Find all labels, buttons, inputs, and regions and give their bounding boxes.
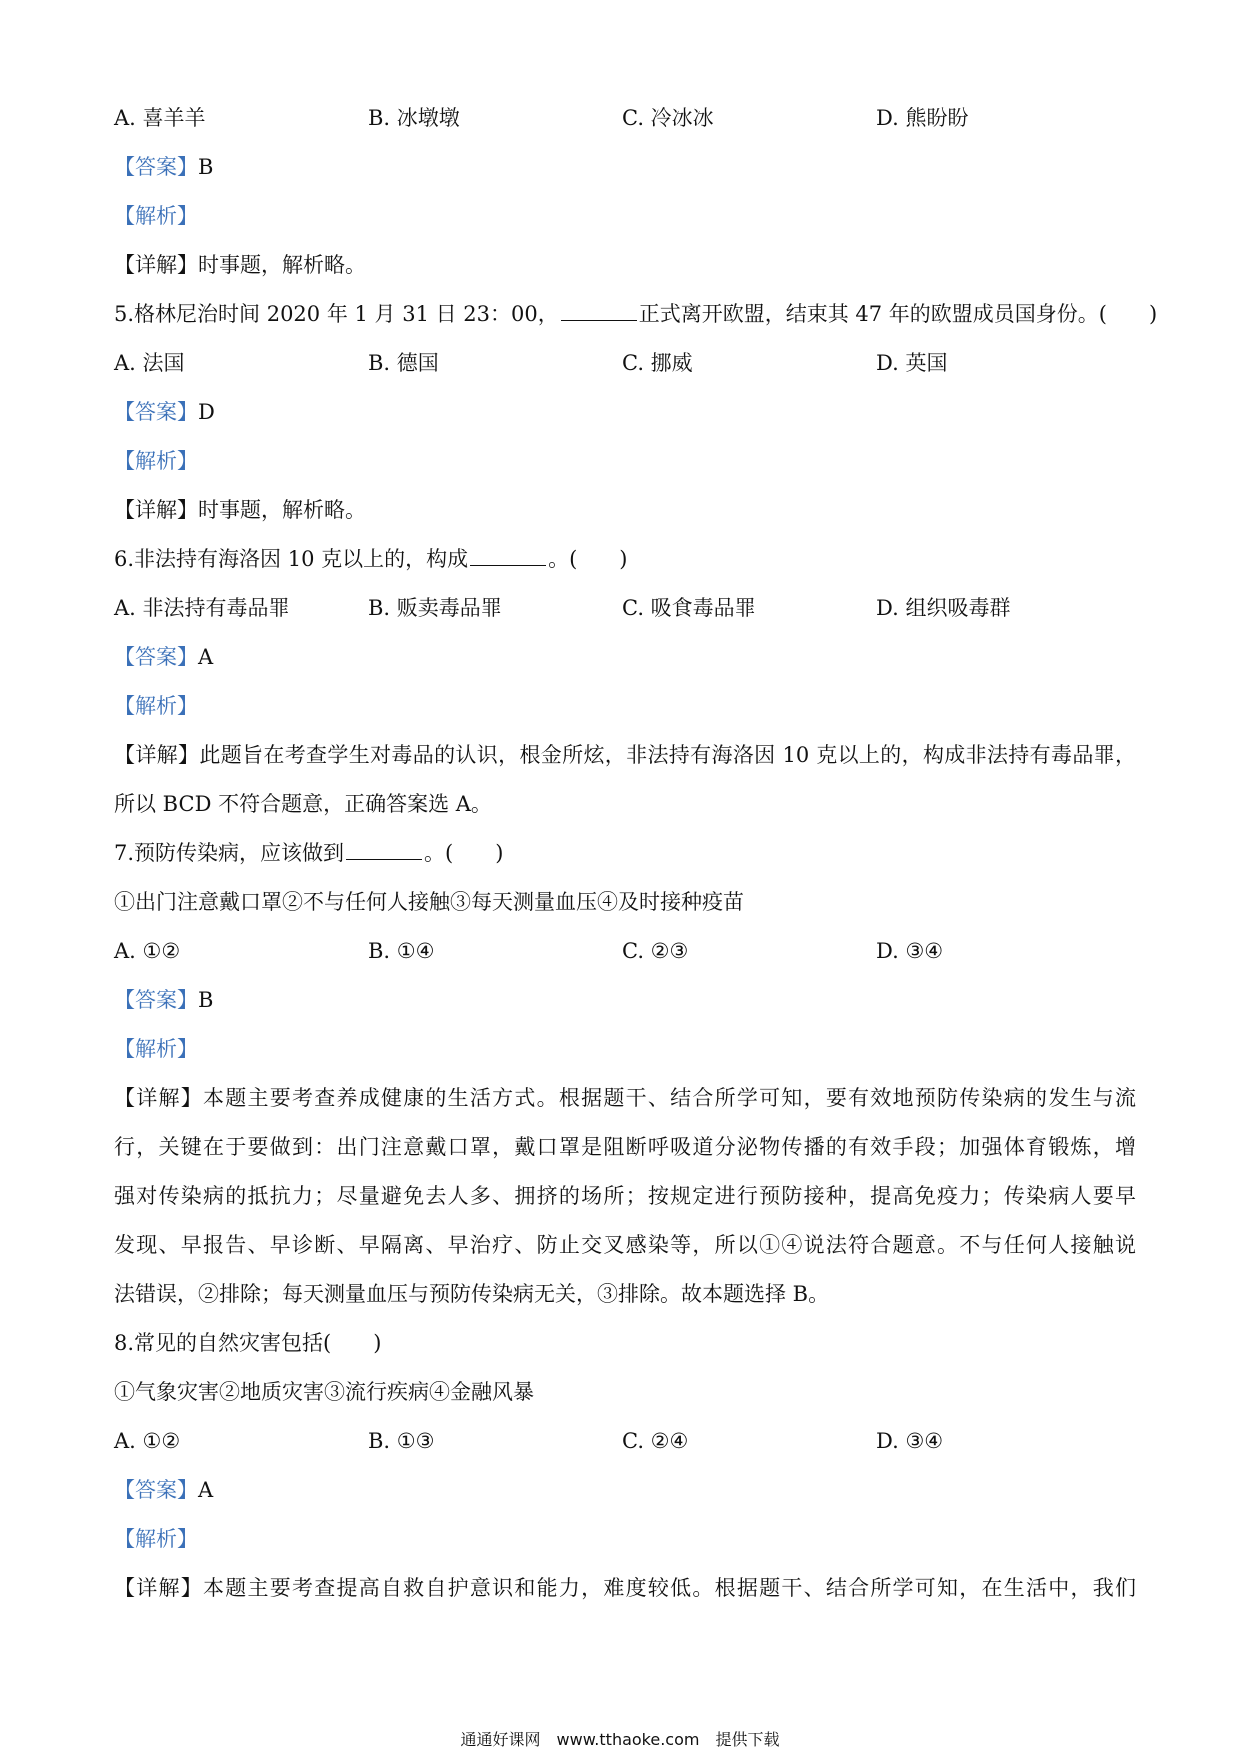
q7-detail-line xyxy=(114,1084,1136,1112)
q8-detail-line xyxy=(114,1574,1136,1602)
q5-detail xyxy=(114,496,1136,524)
detail-tag: 【详解】 xyxy=(114,498,198,522)
detail-tag: 【详解】 xyxy=(114,743,200,767)
detail-tag: 【详解】 xyxy=(114,1086,203,1110)
q7-detail-line: 发现、早报告、早诊断、早隔离、早治疗、防止交叉感染等，所以①④说法符合题意。不与任何人接触说 xyxy=(114,1233,1136,1257)
q7-stem xyxy=(114,839,1136,867)
q8-option-b: B. ①③ xyxy=(368,1429,435,1453)
q6-answer xyxy=(114,643,1136,671)
q8-option-a: A. ①② xyxy=(114,1429,181,1453)
q5-stem xyxy=(114,300,1158,328)
detail-tag: 【详解】 xyxy=(114,253,198,277)
q8-option-c: C. ②④ xyxy=(622,1429,689,1453)
q4-answer xyxy=(114,153,1136,181)
answer-blank xyxy=(470,547,546,566)
q7-answer xyxy=(114,986,1136,1014)
q6-stem xyxy=(114,545,1136,573)
q7-detail-line: 法错误，②排除；每天测量血压与预防传染病无关，③排除。故本题选择 B。 xyxy=(114,1282,830,1306)
detail-text: 本题主要考查提高自救自护意识和能力，难度较低。根据题干、结合所学可知，在生活中，我们 xyxy=(202,1576,1137,1600)
answer-blank xyxy=(346,841,422,860)
q4-option-a: A. 喜羊羊 xyxy=(114,106,206,130)
page-footer: 通通好课网 www.tthaoke.com 提供下载 xyxy=(460,1730,780,1749)
q7-option-d: D. ③④ xyxy=(876,939,944,963)
q7-option-a: A. ①② xyxy=(114,939,181,963)
analysis-tag: 【解析】 xyxy=(114,204,198,228)
answer-value: D xyxy=(198,400,215,424)
detail-tag: 【详解】 xyxy=(114,1576,203,1600)
stem-text: 6.非法持有海洛因 10 克以上的，构成 xyxy=(114,547,469,571)
q6-analysis xyxy=(114,692,1136,720)
q5-option-b: B. 德国 xyxy=(368,351,439,375)
q7-analysis xyxy=(114,1035,1136,1063)
q7-detail-line: 强对传染病的抵抗力；尽量避免去人多、拥挤的场所；按规定进行预防接种，提高免疫力；传染病人要早 xyxy=(114,1184,1136,1208)
stem-text: 。( ) xyxy=(424,841,504,865)
q5-answer xyxy=(114,398,1136,426)
analysis-tag: 【解析】 xyxy=(114,1037,198,1061)
q7-items: ①出门注意戴口罩②不与任何人接触③每天测量血压④及时接种疫苗 xyxy=(114,890,744,914)
q5-analysis xyxy=(114,447,1136,475)
answer-value: A xyxy=(198,645,214,669)
q6-option-d: D. 组织吸毒群 xyxy=(876,596,1011,620)
stem-text: 正式离开欧盟，结束其 47 年的欧盟成员国身份。( ) xyxy=(638,302,1158,326)
q7-option-b: B. ①④ xyxy=(368,939,435,963)
answer-tag: 【答案】 xyxy=(114,1478,198,1502)
q4-detail xyxy=(114,251,1136,279)
answer-value: B xyxy=(198,988,214,1012)
q5-option-a: A. 法国 xyxy=(114,351,185,375)
q4-analysis xyxy=(114,202,1136,230)
q6-option-b: B. 贩卖毒品罪 xyxy=(368,596,502,620)
answer-blank xyxy=(561,302,637,321)
q6-option-c: C. 吸食毒品罪 xyxy=(622,596,756,620)
q5-option-c: C. 挪威 xyxy=(622,351,693,375)
answer-value: A xyxy=(198,1478,214,1502)
answer-tag: 【答案】 xyxy=(114,155,198,179)
analysis-tag: 【解析】 xyxy=(114,694,198,718)
detail-text: 时事题，解析略。 xyxy=(198,253,366,277)
q8-option-d: D. ③④ xyxy=(876,1429,944,1453)
q4-option-d: D. 熊盼盼 xyxy=(876,106,969,130)
q8-items: ①气象灾害②地质灾害③流行疾病④金融风暴 xyxy=(114,1380,534,1404)
q7-option-c: C. ②③ xyxy=(622,939,689,963)
q6-detail-line: 所以 BCD 不符合题意，正确答案选 A。 xyxy=(114,792,492,816)
q8-answer xyxy=(114,1476,1136,1504)
answer-value: B xyxy=(198,155,214,179)
q5-option-d: D. 英国 xyxy=(876,351,948,375)
q6-detail-line xyxy=(114,741,1136,769)
q8-stem: 8.常见的自然灾害包括( ) xyxy=(114,1331,382,1355)
answer-tag: 【答案】 xyxy=(114,645,198,669)
stem-text: 。( ) xyxy=(548,547,628,571)
detail-text: 本题主要考查养成健康的生活方式。根据题干、结合所学可知，要有效地预防传染病的发生与流 xyxy=(202,1086,1137,1110)
q8-analysis xyxy=(114,1525,1136,1553)
analysis-tag: 【解析】 xyxy=(114,1527,198,1551)
detail-text: 此题旨在考查学生对毒品的认识，根金所炫，非法持有海洛因 10 克以上的，构成非法持有毒品罪， xyxy=(199,743,1136,767)
stem-text: 5.格林尼治时间 2020 年 1 月 31 日 23：00， xyxy=(114,302,559,326)
answer-tag: 【答案】 xyxy=(114,988,198,1012)
q4-option-b: B. 冰墩墩 xyxy=(368,106,460,130)
q6-option-a: A. 非法持有毒品罪 xyxy=(114,596,290,620)
stem-text: 7.预防传染病，应该做到 xyxy=(114,841,345,865)
detail-text: 时事题，解析略。 xyxy=(198,498,366,522)
answer-tag: 【答案】 xyxy=(114,400,198,424)
q7-detail-line: 行，关键在于要做到：出门注意戴口罩，戴口罩是阻断呼吸道分泌物传播的有效手段；加强体育锻炼，增 xyxy=(114,1135,1136,1159)
q4-option-c: C. 冷冰冰 xyxy=(622,106,714,130)
analysis-tag: 【解析】 xyxy=(114,449,198,473)
